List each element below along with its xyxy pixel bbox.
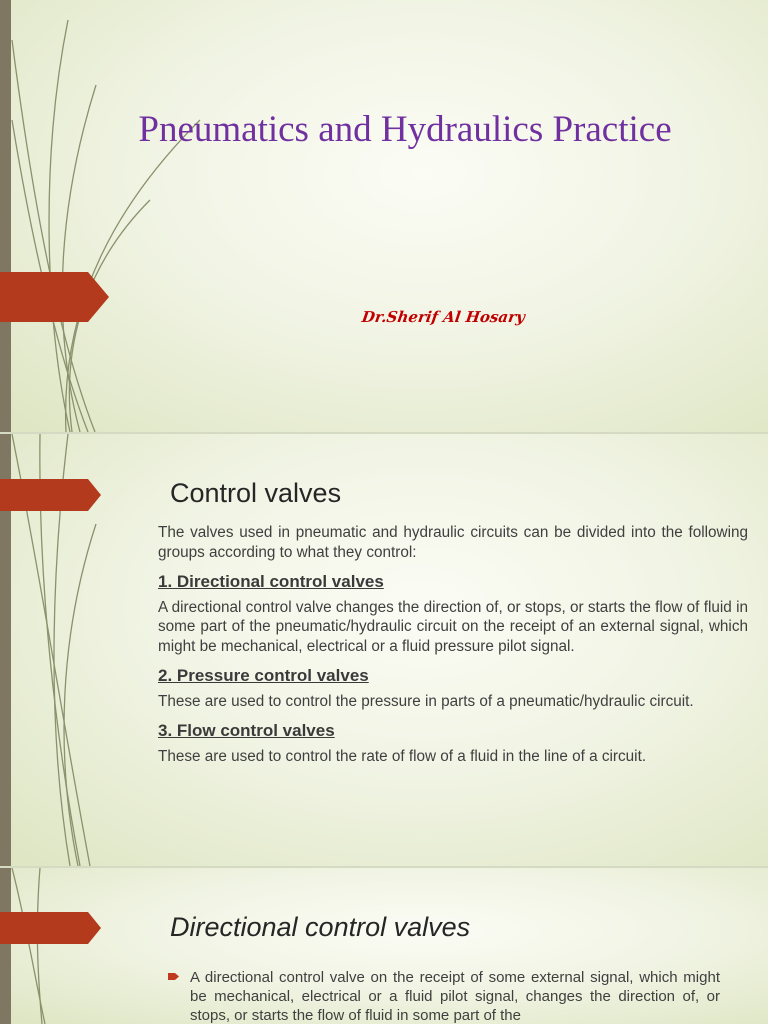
intro-paragraph: The valves used in pneumatic and hydraulic circuits can be divided into the following groups according to what they control:: [158, 524, 748, 561]
section-text: These are used to control the pressure in parts of a pneumatic/hydraulic circuit.: [158, 692, 694, 710]
directional-valves-slide: [0, 868, 768, 1024]
control-valves-slide: [0, 434, 768, 866]
section-title: 1. Directional control valves: [158, 572, 384, 591]
bullet-item: [168, 968, 720, 1024]
bullet-text: A directional control valve on the receipt of some external signal, which might be mechanical, electrical or a fluid pilot signal, changes the direction of, or stops, or starts the flow of fluid in some part of the: [190, 969, 720, 1024]
section-text: These are used to control the rate of flow of a fluid in the line of a circuit.: [158, 747, 647, 765]
arrow-marker-icon: [0, 912, 102, 944]
slide-body: [158, 523, 748, 766]
title-slide: [0, 0, 768, 432]
arrow-marker-icon: [0, 479, 102, 511]
section-title: 2. Pressure control valves: [158, 666, 369, 685]
presentation-title: Pneumatics and Hydraulics Practice: [138, 109, 672, 150]
bullet-arrow-icon: [168, 972, 180, 981]
decorative-curves: [0, 0, 300, 432]
slide-heading: Control valves: [170, 478, 342, 508]
arrow-marker-icon: [0, 272, 110, 322]
slide-heading: Directional control valves: [170, 912, 471, 942]
section-text: A directional control valve changes the direction of, or stops, or starts the flow of fluid in some part of the pneumatic/hydraulic circuit on the receipt of an external signal, which might be mechanical, electrical or a fluid pressure pilot signal.: [158, 598, 748, 655]
section-title: 3. Flow control valves: [158, 721, 335, 740]
decorative-curves: [0, 868, 120, 1024]
author-name: Dr.Sherif Al Hosary: [360, 308, 527, 326]
